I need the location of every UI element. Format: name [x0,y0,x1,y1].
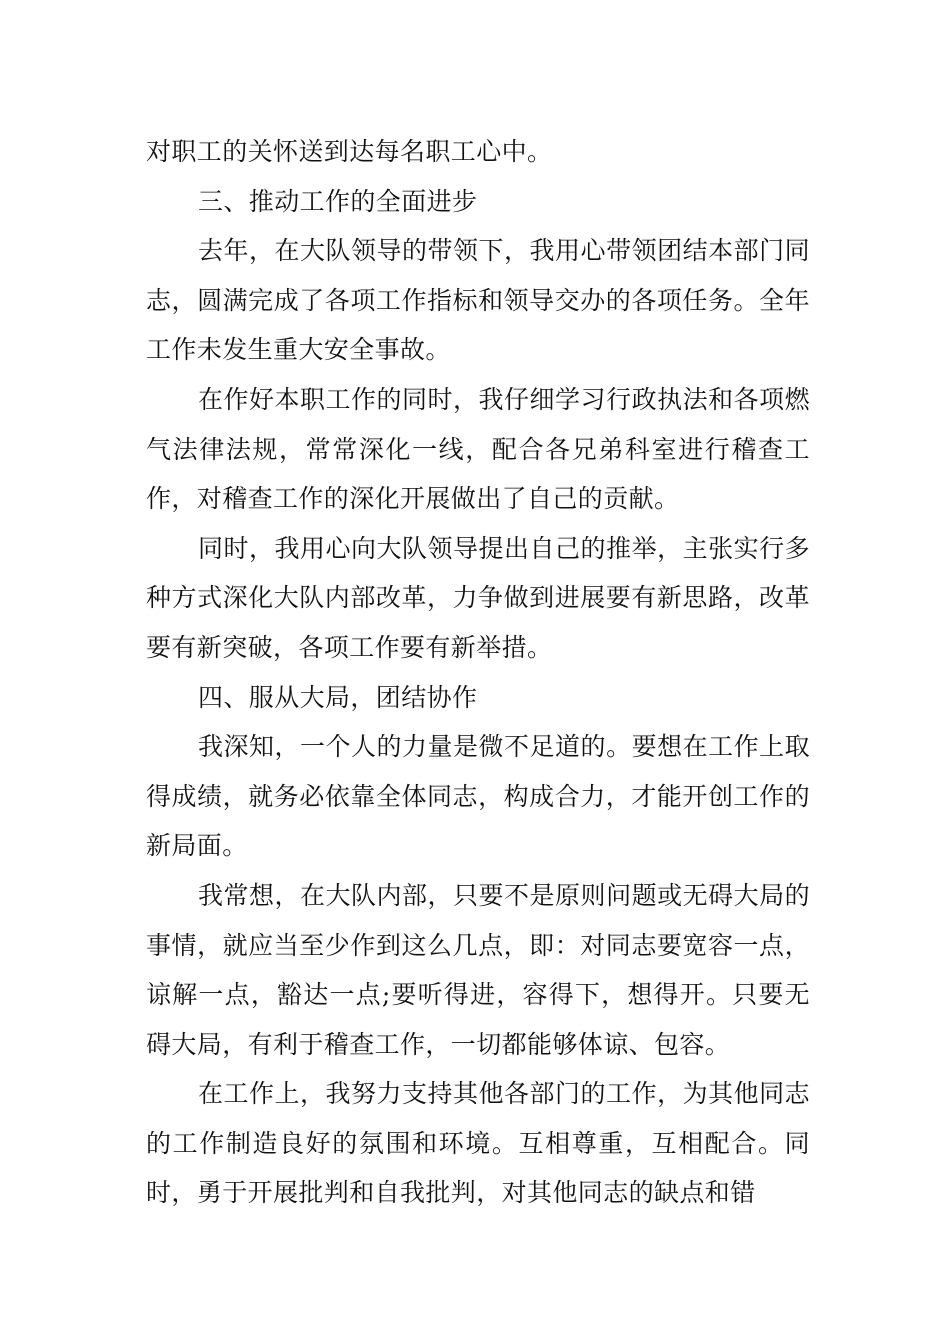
section-heading-4: 四、服从大局，团结协作 [198,682,478,712]
document-body [146,127,810,1218]
paragraph: 在工作上，我努力支持其他各部门的工作，为其他同志的工作制造良好的氛围和环境。互相尊重，互相配合。同时，勇于开展批判和自我批判，对其他同志的缺点和错 [146,1079,810,1208]
paragraph: 去年，在大队领导的带领下，我用心带领团结本部门同志，圆满完成了各项工作指标和领导交办的各项任务。全年工作未发生重大安全事故。 [146,236,810,365]
section-heading-3: 三、推动工作的全面进步 [198,186,478,216]
paragraph: 在作好本职工作的同时，我仔细学习行政执法和各项燃气法律法规，常常深化一线，配合各兄弟科室进行稽查工作，对稽查工作的深化开展做出了自己的贡献。 [146,384,810,514]
paragraph: 我深知，一个人的力量是微不足道的。要想在工作上取得成绩，就务必依靠全体同志，构成合力，才能开创工作的新局面。 [146,732,810,861]
paragraph: 我常想，在大队内部，只要不是原则问题或无碍大局的事情，就应当至少作到这么几点，即：对同志要宽容一点，谅解一点，豁达一点;要听得进，容得下，想得开。只要无碍大局，有利于稽查工作，一切都能够体谅、包容。 [146,880,810,1059]
paragraph-continuation: 对职工的关怀送到达每名职工心中。 [146,137,553,166]
paragraph: 同时，我用心向大队领导提出自己的推举，主张实行多种方式深化大队内部改革，力争做到进展要有新思路，改革要有新突破，各项工作要有新举措。 [146,533,810,662]
